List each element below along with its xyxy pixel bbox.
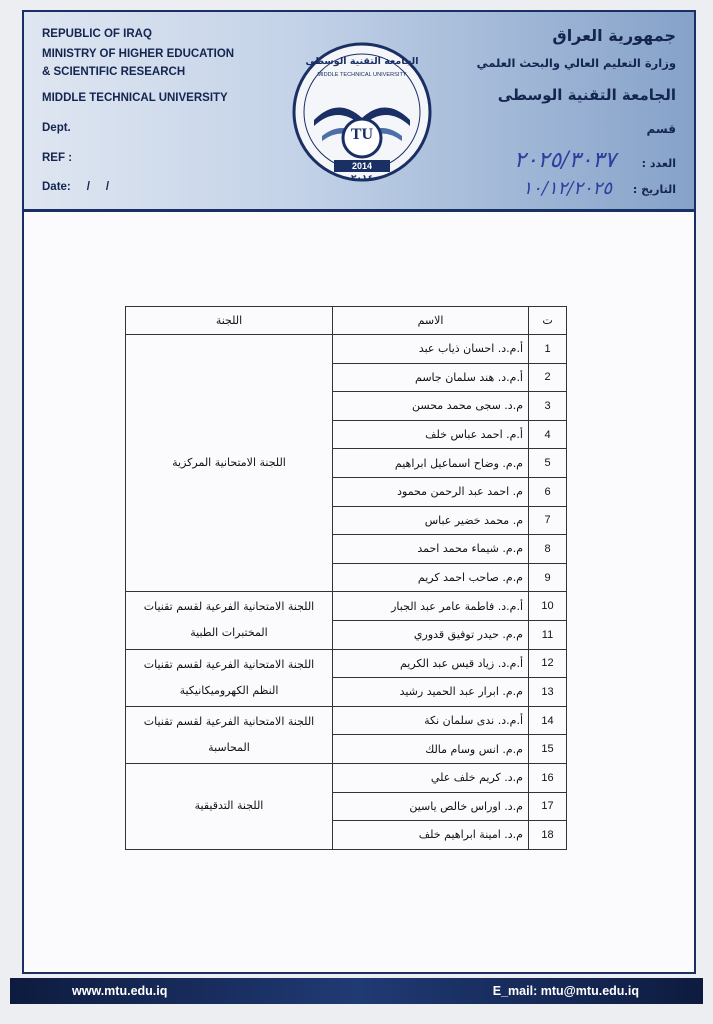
row-number: 1 (529, 335, 567, 364)
header-ar-university: الجامعة التقنية الوسطى (497, 86, 676, 104)
row-number: 6 (529, 477, 567, 506)
header-ar-dept: قسم (646, 122, 676, 136)
table-row (126, 649, 567, 678)
member-name: م. محمد خضير عباس (333, 506, 529, 535)
member-name: م.م. ابرار عبد الحميد رشيد (333, 678, 529, 707)
row-number: 9 (529, 563, 567, 592)
member-name: م.م. شيماء محمد احمد (333, 535, 529, 564)
header-ar-number-label: العدد : (641, 157, 676, 170)
row-number: 5 (529, 449, 567, 478)
header-ar-ministry: وزارة التعليم العالي والبحث العلمي (476, 56, 676, 70)
footer-email-link[interactable]: E_mail: mtu@mtu.edu.iq (492, 984, 639, 998)
member-name: م.م. انس وسام مالك (333, 735, 529, 764)
row-number: 13 (529, 678, 567, 707)
row-number: 14 (529, 706, 567, 735)
row-number: 3 (529, 392, 567, 421)
committee-name: اللجنة التدقيقية (126, 763, 333, 849)
member-name: أ.م.د. فاطمة عامر عبد الجبار (333, 592, 529, 621)
header-en-line1: REPUBLIC OF IRAQ (42, 28, 152, 40)
member-name: أ.م. احمد عباس خلف (333, 420, 529, 449)
logo-english-text: MIDDLE TECHNICAL UNIVERSITY (317, 72, 407, 78)
handwritten-date: ١٠/١٢/٢٠٢٥ (522, 178, 612, 199)
member-name: م.د. اوراس خالص ياسين (333, 792, 529, 821)
header-num: ت (529, 307, 567, 335)
header-ar-republic: جمهورية العراق (552, 26, 676, 45)
footer-website-link[interactable]: www.mtu.edu.iq (72, 984, 168, 998)
table-row (126, 592, 567, 621)
letter-footer (10, 978, 703, 1004)
row-number: 2 (529, 363, 567, 392)
committee-table (125, 306, 567, 850)
logo-arabic-text: الجامعة التقنية الوسطى (305, 56, 419, 67)
member-name: م.د. كريم خلف علي (333, 763, 529, 792)
row-number: 18 (529, 821, 567, 850)
member-name: م. احمد عبد الرحمن محمود (333, 477, 529, 506)
committee-name: اللجنة الامتحانية الفرعية لقسم تقنيات المختبرات الطبية (126, 592, 333, 649)
row-number: 11 (529, 620, 567, 649)
row-number: 7 (529, 506, 567, 535)
letterhead (24, 12, 694, 212)
logo-mark: TU (350, 126, 374, 143)
header-en-dept: Dept. (42, 122, 71, 134)
handwritten-ref-number: ٢٠٢٥/٣٠٣٧ (514, 148, 616, 173)
row-number: 8 (529, 535, 567, 564)
member-name: أ.م.د. هند سلمان جاسم (333, 363, 529, 392)
logo-year: 2014 (351, 161, 373, 171)
table-row (126, 335, 567, 364)
committee-name: اللجنة الامتحانية الفرعية لقسم تقنيات المحاسبة (126, 706, 333, 763)
university-logo (292, 40, 432, 188)
member-name: م.د. امينة ابراهيم خلف (333, 821, 529, 850)
committee-name: اللجنة الامتحانية الفرعية لقسم تقنيات النظم الكهروميكانيكية (126, 649, 333, 706)
member-name: م.د. سجى محمد محسن (333, 392, 529, 421)
committee-name: اللجنة الامتحانية المركزية (126, 335, 333, 592)
member-name: م.م. حيدر توفيق قدوري (333, 620, 529, 649)
header-en-line2: MINISTRY OF HIGHER EDUCATION (42, 48, 235, 60)
member-name: أ.م.د. احسان ذياب عبد (333, 335, 529, 364)
header-name: الاسم (333, 307, 529, 335)
row-number: 10 (529, 592, 567, 621)
header-ar-date-label: التاريخ : (632, 183, 676, 196)
row-number: 12 (529, 649, 567, 678)
member-name: م.م. صاحب احمد كريم (333, 563, 529, 592)
row-number: 17 (529, 792, 567, 821)
row-number: 4 (529, 420, 567, 449)
header-en-ref: REF : (42, 152, 73, 164)
row-number: 15 (529, 735, 567, 764)
table-header-row (126, 307, 567, 335)
logo-year-arabic: ٢٠١٤ (351, 174, 373, 184)
member-name: أ.م.د. ندى سلمان نكة (333, 706, 529, 735)
header-en-line3: & SCIENTIFIC RESEARCH (42, 66, 186, 78)
row-number: 16 (529, 763, 567, 792)
header-en-date: Date: / / (42, 181, 110, 193)
member-name: أ.م.د. زياد قيس عبد الكريم (333, 649, 529, 678)
header-en-university: MIDDLE TECHNICAL UNIVERSITY (42, 92, 228, 104)
member-name: م.م. وضاح اسماعيل ابراهيم (333, 449, 529, 478)
table-row (126, 706, 567, 735)
header-committee: اللجنة (126, 307, 333, 335)
table-row (126, 763, 567, 792)
